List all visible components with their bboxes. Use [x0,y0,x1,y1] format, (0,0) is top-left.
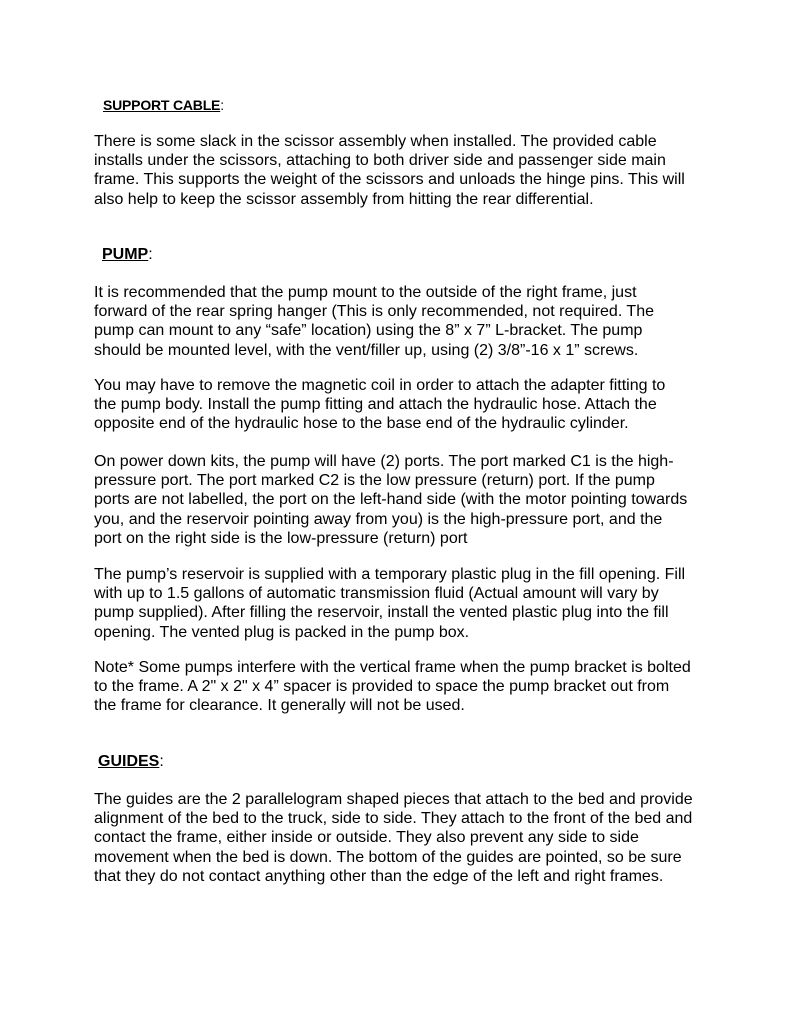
text-line: ports are not labelled, the port on the left-hand side (with the motor pointing towards [94,491,688,509]
heading-colon: : [148,246,153,263]
text-line: The guides are the 2 parallelogram shaped pieces that attach to the bed and provide [94,791,693,808]
paragraph-pump-note [94,658,714,716]
text-line: opposite end of the hydraulic hose to the base end of the hydraulic cylinder. [94,415,629,433]
section-heading-pump [102,245,153,265]
text-line: You may have to remove the magnetic coil in order to attach the adapter fitting to [94,377,666,394]
section-heading-guides [98,752,164,772]
text-line: There is some slack in the scissor assembly when installed. The provided cable [94,133,657,150]
text-line: It is recommended that the pump mount to the outside of the right frame, just [94,284,637,301]
text-line: you, and the reservoir pointing away from you) is the high-pressure port, and the [94,510,663,528]
text-line: contact the frame, either inside or outside. They also prevent any side to side [94,829,639,847]
paragraph-pump-fitting [94,376,714,434]
text-line: Note* Some pumps interfere with the vertical frame when the pump bracket is bolted [94,659,691,676]
text-line: port on the right side is the low-pressure (return) port [94,529,468,547]
text-line: also help to keep the scissor assembly from hitting the rear differential. [94,190,594,208]
heading-text: SUPPORT CABLE [103,97,221,113]
text-line: pressure port. The port marked C2 is the low pressure (return) port. If the pump [94,472,655,490]
text-line: forward of the rear spring hanger (This is only recommended, not required. The [94,303,654,321]
text-line: movement when the bed is down. The bottom of the guides are pointed, so be sure [94,848,682,866]
paragraph-support-cable [94,132,714,209]
paragraph-pump-ports [94,452,714,548]
paragraph-pump-reservoir [94,565,714,642]
text-line: pump can mount to any “safe” location) using the 8” x 7” L-bracket. The pump [94,322,643,340]
text-line: opening. The vented plug is packed in the pump box. [94,623,470,641]
heading-colon: : [220,97,224,113]
text-line: On power down kits, the pump will have (2) ports. The port marked C1 is the high- [94,453,674,470]
heading-text: GUIDES [98,753,160,770]
heading-text: PUMP [102,246,149,263]
section-heading-support-cable [103,95,224,115]
text-line: The pump’s reservoir is supplied with a temporary plastic plug in the fill opening. Fill [94,566,686,583]
heading-colon: : [159,753,164,770]
text-line: pump supplied). After filling the reservoir, install the vented plastic plug into the fill [94,604,669,622]
text-line: should be mounted level, with the vent/filler up, using (2) 3/8”-16 x 1” screws. [94,341,639,359]
text-line: with up to 1.5 gallons of automatic transmission fluid (Actual amount will vary by [94,585,659,603]
paragraph-pump-mounting [94,283,714,360]
text-line: that they do not contact anything other than the edge of the left and right frames. [94,867,664,885]
paragraph-guides [94,790,714,886]
text-line: the frame for clearance. It generally will not be used. [94,697,465,715]
text-line: installs under the scissors, attaching to both driver side and passenger side main [94,152,666,170]
text-line: frame. This supports the weight of the scissors and unloads the hinge pins. This will [94,171,685,189]
text-line: the pump body. Install the pump fitting and attach the hydraulic hose. Attach the [94,396,657,414]
text-line: to the frame. A 2" x 2" x 4” spacer is provided to space the pump bracket out from [94,678,670,696]
text-line: alignment of the bed to the truck, side to side. They attach to the front of the bed and [94,810,693,828]
